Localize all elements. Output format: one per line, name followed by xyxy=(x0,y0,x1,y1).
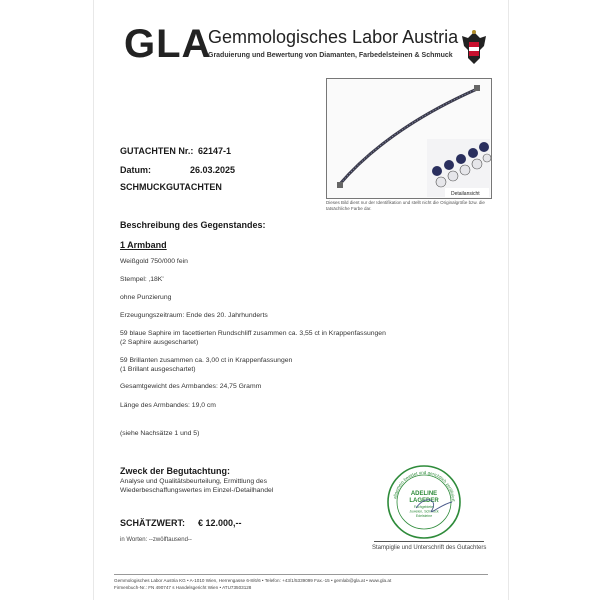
line-stamp: Stempel: ‚18K' xyxy=(120,276,164,283)
value-in-words: in Worten: --zwölftausend-- xyxy=(120,537,192,543)
line-period: Erzeugungszeitraum: Ende des 20. Jahrhunderts xyxy=(120,312,268,319)
line-hallmark: ohne Punzierung xyxy=(120,294,172,301)
detail-label: Detailansicht xyxy=(451,191,480,197)
seal-field-1: Juwelen, Schmuck xyxy=(409,509,439,514)
seal-field-label: Fachgebiete: xyxy=(413,505,435,509)
signature-caption: Stampiglie und Unterschrift des Gutachters xyxy=(372,545,487,551)
certificate-page xyxy=(94,0,508,600)
report-date-value: 26.03.2025 xyxy=(190,165,236,175)
value-amount: € 12.000,-- xyxy=(198,518,242,528)
signature-line xyxy=(374,541,484,542)
lab-title: Gemmologisches Labor Austria xyxy=(208,27,459,47)
line-sapphires-note: (2 Saphire ausgeschartet) xyxy=(120,339,199,346)
line-sapphires: 59 blaue Saphire im facettierten Rundschliff zusammen ca. 3,55 ct in Krappenfassungen xyxy=(120,330,386,337)
line-weight: Gesamtgewicht des Armbandes: 24,75 Gramm xyxy=(120,383,262,390)
line-material: Weißgold 750/000 fein xyxy=(120,258,188,265)
footer-divider xyxy=(114,574,488,575)
seal-name-first: ADELINE xyxy=(410,491,438,497)
line-notes: (siehe Nachsätze 1 und 5) xyxy=(120,430,200,437)
line-length: Länge des Armbandes: 19,0 cm xyxy=(120,402,216,409)
seal-top-text: allgemein beeidet und gerichtlich zertifiziert xyxy=(392,469,457,502)
value-label: SCHÄTZWERT: xyxy=(120,518,185,528)
lab-subtitle: Graduierung und Bewertung von Diamanten, Farbedelsteinen & Schmuck xyxy=(208,52,453,59)
austrian-eagle-icon xyxy=(458,28,490,68)
item-title: 1 Armband xyxy=(120,240,167,250)
report-number-label: GUTACHTEN Nr.: xyxy=(120,146,194,156)
description-heading: Beschreibung des Gegenstandes: xyxy=(120,220,266,230)
seal-stamp xyxy=(386,464,462,540)
footer-address: Gemmologisches Labor Austria KG • A-1010 Wien, Herrengasse 6-8/6/6 • Telefon: +43/1/5339099 Fax.-15 • gemlab@gla.at • www.gla.at xyxy=(114,578,392,583)
report-type: SCHMUCKGUTACHTEN xyxy=(120,182,222,192)
line-diamonds: 59 Brillanten zusammen ca. 3,00 ct in Krappenfassungen xyxy=(120,357,293,364)
report-number-value: 62147-1 xyxy=(198,146,232,156)
report-date-label: Datum: xyxy=(120,165,151,175)
footer-register: Firmenbuch-Nr.: FN 490747 s Handelsgericht Wien • ATU73503128 xyxy=(114,585,252,590)
logo: GLA xyxy=(124,22,212,66)
purpose-heading: Zweck der Begutachtung: xyxy=(120,466,231,476)
seal-name-last: LAGEDER xyxy=(409,498,439,504)
purpose-line-2: Wiederbeschaffungswertes im Einzel-/Detailhandel xyxy=(120,487,274,494)
item-photo xyxy=(326,78,492,199)
bracelet-image xyxy=(327,79,491,198)
line-diamonds-note: (1 Brillant ausgeschartet) xyxy=(120,366,196,373)
photo-caption: Dieses Bild dient nur der Identifikation und stellt nicht die Originalgröße bzw. die tatsächliche Farbe dar. xyxy=(326,200,485,211)
purpose-line-1: Analyse und Qualitätsbeurteilung, Ermittlung des xyxy=(120,478,267,485)
seal-field-2: Edelsteine xyxy=(415,514,433,518)
